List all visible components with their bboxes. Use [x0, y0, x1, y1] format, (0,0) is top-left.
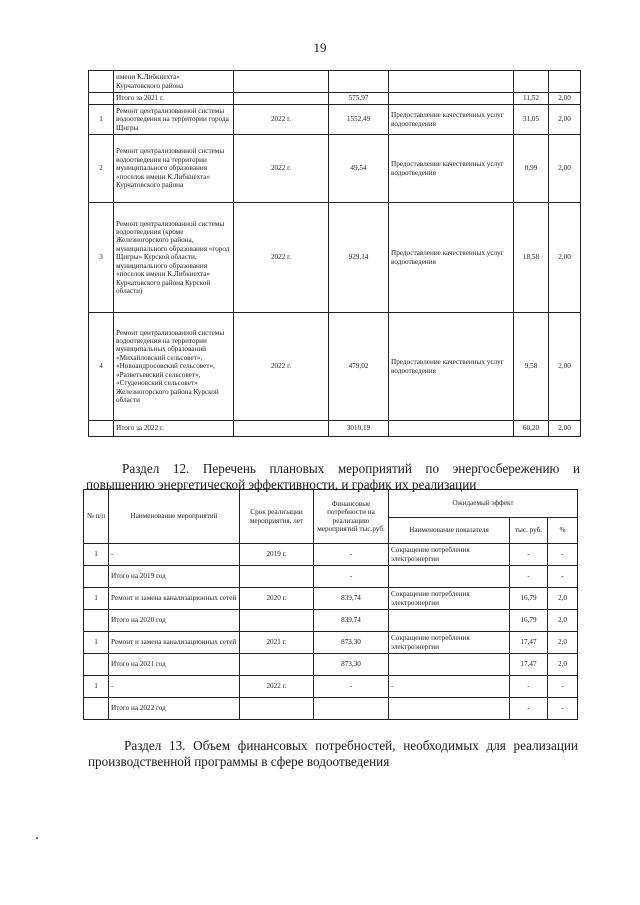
cell-cost: 929,14 — [329, 203, 389, 313]
cell-thousand: 17,47 — [510, 632, 548, 654]
table-row — [84, 610, 578, 632]
cell-no: 1 — [84, 588, 109, 610]
cell-indicator — [389, 698, 510, 720]
table-row — [89, 105, 581, 135]
cell-pct: - — [548, 676, 578, 698]
energy-saving-measures-table — [83, 489, 578, 720]
scan-mark — [36, 837, 38, 839]
cell-thousand: 17,47 — [510, 654, 548, 676]
cell-no: 3 — [89, 203, 114, 313]
cell-thousand: 0,99 — [514, 135, 549, 203]
cell-year: 2022 г. — [234, 313, 329, 421]
cell-pct: 2,00 — [549, 313, 581, 421]
cell-thousand: 11,52 — [514, 93, 549, 105]
cell-year: 2022 г. — [234, 135, 329, 203]
cell-thousand: 60,20 — [514, 421, 549, 437]
cell-year: 2020 г. — [240, 588, 314, 610]
water-disposal-repairs-table — [88, 70, 581, 437]
cell-name: Итого за 2022 г. — [114, 421, 234, 437]
cell-indicator — [389, 566, 510, 588]
cell-year: 2022 г. — [234, 203, 329, 313]
cell-year — [240, 610, 314, 632]
cell-cost: 1552,49 — [329, 105, 389, 135]
table-row — [84, 654, 578, 676]
cell-pct: 2,0 — [548, 632, 578, 654]
cell-effect: Предоставление качественных услуг водоотведения — [389, 135, 514, 203]
header-indicator-name: Наименование показателя — [389, 518, 510, 544]
cell-name: имени К.Либкнехта» Курчатовского района — [114, 71, 234, 93]
cell-pct: 2,00 — [549, 421, 581, 437]
cell-no — [84, 610, 109, 632]
header-implementation-term: Срок реализации мероприятия, лет — [240, 490, 314, 544]
cell-cost: - — [314, 566, 389, 588]
cell-year: 2022 г. — [240, 676, 314, 698]
cell-thousand: 16,79 — [510, 610, 548, 632]
cell-cost: 873,30 — [314, 654, 389, 676]
cell-cost: 575,97 — [329, 93, 389, 105]
cell-cost: - — [314, 676, 389, 698]
table-row — [84, 632, 578, 654]
cell-name: - — [109, 676, 240, 698]
table-row — [84, 698, 578, 720]
cell-no — [84, 654, 109, 676]
cell-name: - — [109, 544, 240, 566]
cell-thousand: 9,58 — [514, 313, 549, 421]
cell-no: 1 — [84, 676, 109, 698]
table-row — [84, 566, 578, 588]
cell-year — [234, 71, 329, 93]
cell-pct: - — [548, 698, 578, 720]
cell-thousand: 31,05 — [514, 105, 549, 135]
cell-pct: 2,00 — [549, 93, 581, 105]
cell-name: Ремонт централизованной системы водоотведения на территории муниципального образования «поселок имени К.Либкнехта» Курчатовского района — [114, 135, 234, 203]
cell-indicator — [389, 610, 510, 632]
table-row — [89, 135, 581, 203]
cell-cost: 49,54 — [329, 135, 389, 203]
cell-indicator: Сокращение потребления электроэнергии — [389, 632, 510, 654]
cell-thousand: - — [510, 698, 548, 720]
cell-year: 2022 г. — [234, 105, 329, 135]
header-number: № п/п — [84, 490, 109, 544]
cell-cost: 839,74 — [314, 588, 389, 610]
table-row — [84, 676, 578, 698]
header-expected-effect: Ожидаемый эффект — [389, 490, 578, 518]
cell-no — [89, 71, 114, 93]
cell-no: 2 — [89, 135, 114, 203]
cell-thousand: - — [510, 566, 548, 588]
cell-pct: - — [548, 566, 578, 588]
header-measure-name: Наименование мероприятий — [109, 490, 240, 544]
cell-indicator: Сокращение потребления электроэнергии — [389, 588, 510, 610]
cell-cost: 479,02 — [329, 313, 389, 421]
cell-name: Ремонт и замена канализационных сетей — [109, 588, 240, 610]
section-13-heading — [88, 738, 578, 770]
cell-indicator: - — [389, 676, 510, 698]
header-financial-needs: Финансовые потребности на реализацию мероприятий тыс.руб. — [314, 490, 389, 544]
cell-effect: Предоставление качественных услуг водоотведения — [389, 203, 514, 313]
cell-thousand: 18,58 — [514, 203, 549, 313]
cell-name: Ремонт централизованной системы водоотведения на территории муниципальных образований «Михайловский сельсовет», «Новоандросовский сельсовет», «Разветьевский сельсовет», «Студеновский сельсовет» Железногорского района Курской области — [114, 313, 234, 421]
cell-name: Ремонт централизованной системы водоотведения (кроме Железногорского района, муниципального образования «город Щигры» Курской области, муниципального образования «поселок имени К.Либкнехта» Курчатовского района Курской области) — [114, 203, 234, 313]
cell-cost — [314, 698, 389, 720]
table-row — [89, 71, 581, 93]
cell-no — [89, 421, 114, 437]
cell-thousand: - — [510, 676, 548, 698]
cell-name: Итого за 2021 г. — [114, 93, 234, 105]
cell-effect — [389, 71, 514, 93]
cell-cost: 3010,19 — [329, 421, 389, 437]
cell-pct — [549, 71, 581, 93]
cell-cost: 873,30 — [314, 632, 389, 654]
cell-name: Итого на 2021 год — [109, 654, 240, 676]
cell-no — [84, 566, 109, 588]
cell-cost: - — [314, 544, 389, 566]
table-row — [89, 203, 581, 313]
cell-indicator: Сокращение потребления электроэнергии — [389, 544, 510, 566]
cell-name: Итого на 2022 год — [109, 698, 240, 720]
cell-no — [89, 93, 114, 105]
cell-pct: 2,0 — [548, 610, 578, 632]
cell-thousand: - — [510, 544, 548, 566]
cell-year — [240, 654, 314, 676]
cell-no: 1 — [84, 544, 109, 566]
cell-effect: Предоставление качественных услуг водоотведения — [389, 313, 514, 421]
cell-effect: Предоставление качественных услуг водоотведения — [389, 105, 514, 135]
header-percent: % — [548, 518, 578, 544]
cell-pct: - — [548, 544, 578, 566]
cell-effect — [389, 93, 514, 105]
cell-name: Ремонт централизованной системы водоотведения на территории города Щигры — [114, 105, 234, 135]
cell-thousand: 16,79 — [510, 588, 548, 610]
cell-effect — [389, 421, 514, 437]
cell-no: 1 — [89, 105, 114, 135]
cell-pct: 2,00 — [549, 135, 581, 203]
page-number: 19 — [313, 40, 327, 55]
cell-pct: 2,0 — [548, 654, 578, 676]
section-13-title: Раздел 13. Объем финансовых потребностей, необходимых для реализации производственной программы в сфере водоотведения — [88, 738, 578, 769]
cell-name: Итого на 2020 год — [109, 610, 240, 632]
cell-name: Итого на 2019 год — [109, 566, 240, 588]
section-12-title: Раздел 12. Перечень плановых мероприятий по энергосбережению и повышению энергетической эффективности, и график их реализации — [86, 461, 580, 492]
cell-year: 2021 г. — [240, 632, 314, 654]
cell-no — [84, 698, 109, 720]
table-row — [84, 588, 578, 610]
header-thousand-rub: тыс. руб. — [510, 518, 548, 544]
cell-no: 1 — [84, 632, 109, 654]
cell-year — [234, 93, 329, 105]
cell-name: Ремонт и замена канализационных сетей — [109, 632, 240, 654]
table-row — [89, 313, 581, 421]
cell-thousand — [514, 71, 549, 93]
cell-cost: 839,74 — [314, 610, 389, 632]
cell-year — [240, 566, 314, 588]
cell-cost — [329, 71, 389, 93]
cell-no: 4 — [89, 313, 114, 421]
cell-year — [240, 698, 314, 720]
table-row — [84, 544, 578, 566]
cell-indicator — [389, 654, 510, 676]
cell-pct: 2,00 — [549, 105, 581, 135]
cell-pct: 2,0 — [548, 588, 578, 610]
table-row — [89, 93, 581, 105]
cell-year: 2019 г. — [240, 544, 314, 566]
table-row — [89, 421, 581, 437]
cell-year — [234, 421, 329, 437]
cell-pct: 2,00 — [549, 203, 581, 313]
